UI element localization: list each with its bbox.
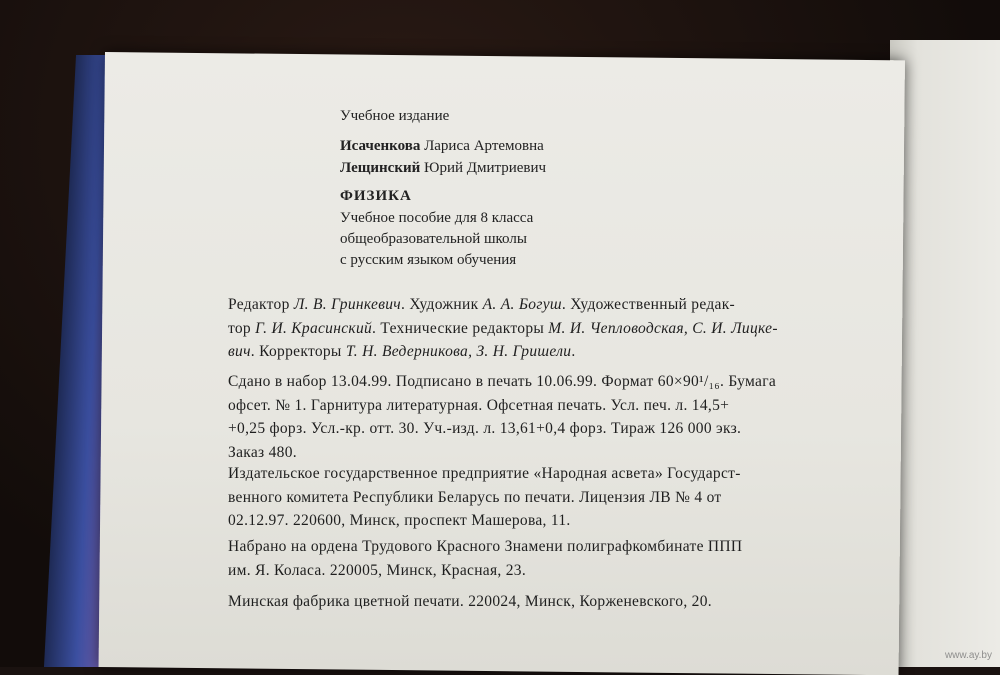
- typesetting-line: им. Я. Коласа. 220005, Минск, Красная, 23.: [228, 561, 527, 579]
- typesetting-block: [228, 535, 900, 582]
- publisher-line: Издательское государственное предприятие «Народная асвета» Государст-: [228, 465, 741, 482]
- subtitle-line-3: с русским языком обучения: [340, 252, 517, 268]
- print-info-line: +0,25 форз. Усл.-кр. отт. 30. Уч.-изд. л. 13,61+0,4 форз. Тираж 126 000 экз.: [228, 420, 742, 437]
- subtitle-line-1: Учебное пособие для 8 класса: [340, 210, 534, 226]
- printing-block: [228, 590, 900, 614]
- author-1: [340, 138, 544, 155]
- author-1-names: Лариса Артемовна: [424, 138, 544, 154]
- print-info-line: офсет. № 1. Гарнитура литературная. Офсетная печать. Усл. печ. л. 14,5+: [228, 396, 730, 414]
- print-info-line: Сдано в набор 13.04.99. Подписано в печать 10.06.99. Формат 60×90¹/₁₆. Бумага: [228, 373, 777, 390]
- credits-line-2: тор Г. И. Красинский. Технические редакторы М. И. Чепловодская, С. И. Лицке-: [228, 319, 778, 337]
- book-title: ФИЗИКА: [340, 188, 412, 204]
- print-info-block: [228, 370, 900, 464]
- credits-line-1: Редактор Л. В. Гринкевич. Художник А. А. Богуш. Художественный редак-: [228, 296, 735, 313]
- right-page: [890, 40, 1000, 667]
- author-1-surname: Исаченкова: [340, 138, 421, 154]
- print-info-line: Заказ 480.: [228, 443, 297, 461]
- credits-block: [228, 293, 900, 364]
- publisher-line: венного комитета Республики Беларусь по печати. Лицензия ЛВ № 4 от: [228, 488, 722, 506]
- typesetting-line: Набрано на ордена Трудового Красного Знамени полиграфкомбинате ППП: [228, 538, 743, 555]
- publisher-line: 02.12.97. 220600, Минск, проспект Машерова, 11.: [228, 512, 571, 529]
- subtitle-line-2: общеобразовательной школы: [340, 231, 527, 247]
- author-2-names: Юрий Дмитриевич: [424, 160, 547, 176]
- publisher-block: [228, 462, 900, 533]
- printing-line: Минская фабрика цветной печати. 220024, Минск, Корженевского, 20.: [228, 593, 712, 610]
- watermark: www.ay.by: [944, 650, 992, 661]
- edition-type: Учебное издание: [340, 108, 450, 124]
- credits-line-3: вич. Корректоры Т. Н. Ведерникова, З. Н. Гришели.: [228, 343, 576, 360]
- author-2: [340, 160, 546, 177]
- author-2-surname: Лещинский: [340, 160, 421, 176]
